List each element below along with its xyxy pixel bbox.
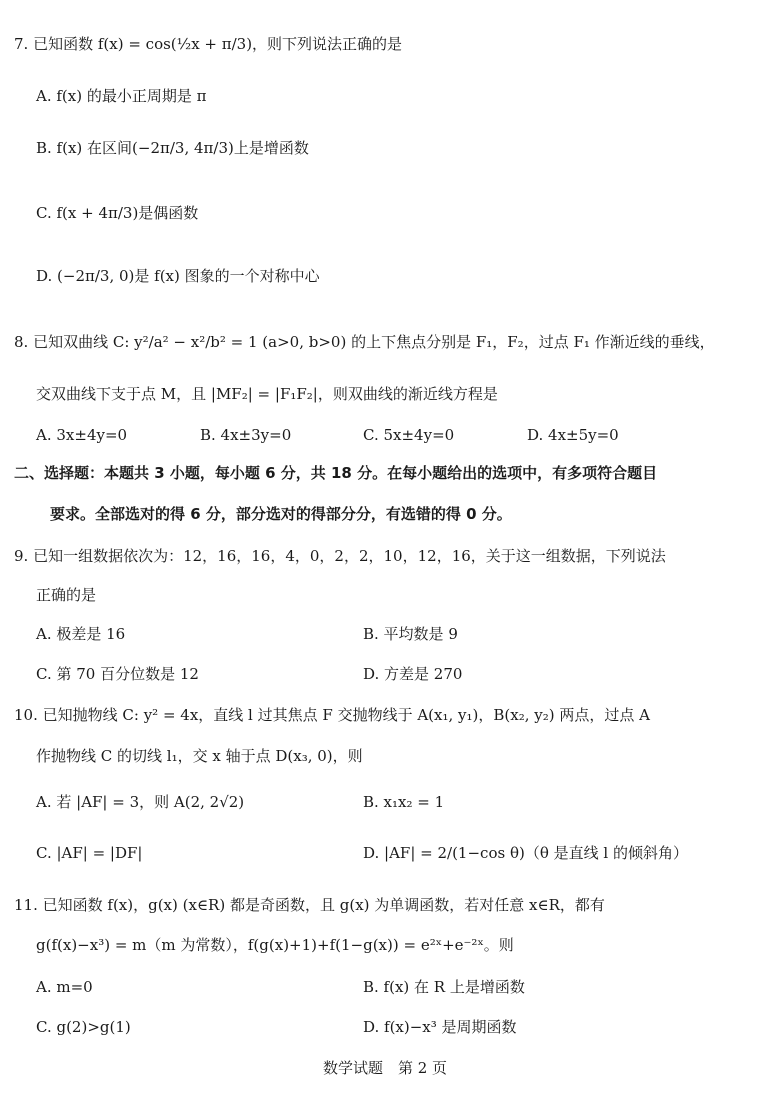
q11-option-a: A. m=0 [36, 978, 93, 996]
page-footer: 数学试题 第 2 页 [322, 1059, 448, 1077]
q7-option-d: D. (−2π/3, 0)是 f(x) 图象的一个对称中心 [36, 267, 320, 285]
q11-stem-line2: g(f(x)−x³) = m（m 为常数），f(g(x)+1)+f(1−g(x)) = e²ˣ+e⁻²ˣ。则 [36, 936, 514, 954]
q10-option-d: D. |AF| = 2/(1−cos θ)（θ 是直线 l 的倾斜角） [363, 844, 688, 862]
q8-option-b: B. 4x±3y=0 [200, 426, 292, 444]
q10-stem-line1: 10. 已知抛物线 C: y² = 4x，直线 l 过其焦点 F 交抛物线于 A(x₁, y₁)，B(x₂, y₂) 两点，过点 A [14, 706, 650, 724]
q7-stem: 7. 已知函数 f(x) = cos(½x + π/3)，则下列说法正确的是 [14, 35, 403, 53]
q8-stem-line2: 交双曲线下支于点 M，且 |MF₂| = |F₁F₂|，则双曲线的渐近线方程是 [36, 385, 498, 403]
q9-option-a: A. 极差是 16 [36, 625, 126, 643]
q9-option-b: B. 平均数是 9 [363, 625, 458, 643]
q10-option-b: B. x₁x₂ = 1 [363, 793, 445, 811]
q11-option-d: D. f(x)−x³ 是周期函数 [363, 1018, 517, 1036]
q7-option-b: B. f(x) 在区间(−2π/3, 4π/3)上是增函数 [36, 139, 309, 157]
q8-stem-line1: 8. 已知双曲线 C: y²/a² − x²/b² = 1 (a>0, b>0) 的上下焦点分别是 F₁，F₂，过点 F₁ 作渐近线的垂线， [14, 333, 715, 351]
q7-option-a: A. f(x) 的最小正周期是 π [36, 87, 207, 105]
q10-option-c: C. |AF| = |DF| [36, 844, 143, 862]
q11-option-b: B. f(x) 在 R 上是增函数 [363, 978, 525, 996]
section-2-line1: 二、选择题：本题共 3 小题，每小题 6 分，共 18 分。在每小题给出的选项中，有多项符合题目 [14, 464, 658, 482]
section-2-line2: 要求。全部选对的得 6 分，部分选对的得部分分，有选错的得 0 分。 [50, 505, 512, 523]
q8-option-c: C. 5x±4y=0 [363, 426, 455, 444]
q8-option-a: A. 3x±4y=0 [36, 426, 128, 444]
q8-option-d: D. 4x±5y=0 [527, 426, 619, 444]
q11-stem-line1: 11. 已知函数 f(x)，g(x) (x∈R) 都是奇函数，且 g(x) 为单调函数，若对任意 x∈R，都有 [14, 896, 605, 914]
q10-option-a: A. 若 |AF| = 3，则 A(2, 2√2) [36, 793, 245, 811]
q7-option-c: C. f(x + 4π/3)是偶函数 [36, 204, 199, 222]
q11-option-c: C. g(2)>g(1) [36, 1018, 131, 1036]
q10-stem-line2: 作抛物线 C 的切线 l₁，交 x 轴于点 D(x₃, 0)，则 [36, 747, 363, 765]
q9-option-c: C. 第 70 百分位数是 12 [36, 665, 199, 683]
q9-stem-line1: 9. 已知一组数据依次为：12，16，16，4，0，2，2，10，12，16，关于这一组数据，下列说法 [14, 547, 666, 565]
q9-option-d: D. 方差是 270 [363, 665, 463, 683]
q9-stem-line2: 正确的是 [36, 586, 97, 604]
